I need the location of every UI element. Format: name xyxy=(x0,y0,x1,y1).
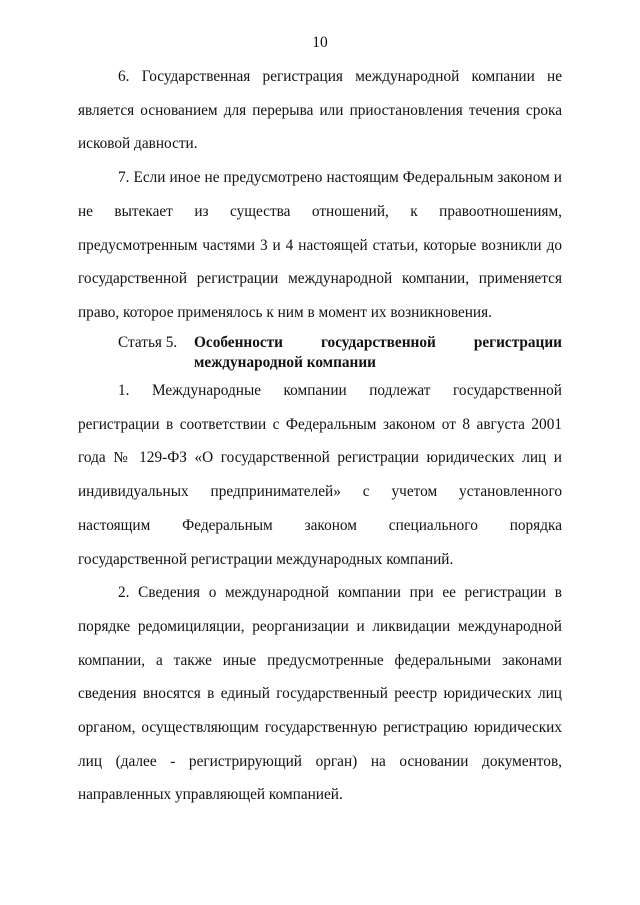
paragraph-1: 1. Международные компании подлежат государственной регистрации в соответствии с Федеральным законом от 8 августа 2001 года № 129-ФЗ «О государственной регистрации юридических лиц и индивидуальных предпринимателей» с учетом установленного настоящим Федеральным законом специального порядка государственной регистрации международных компаний. xyxy=(78,382,562,568)
document-body-top xyxy=(78,60,562,330)
paragraph-2: 2. Сведения о международной компании при ее регистрации в порядке редомициляции, реорганизации и ликвидации международной компании, а также иные предусмотренные федеральными законами сведения вносятся в единый государственный реестр юридических лиц органом, осуществляющим государственную регистрацию юридических лиц (далее - регистрирующий орган) на основании документов, направленных управляющей компанией. xyxy=(78,584,562,804)
document-body-bottom xyxy=(78,374,562,812)
article-title xyxy=(194,333,562,373)
paragraph-7: 7. Если иное не предусмотрено настоящим Федеральным законом и не вытекает из существа отношений, к правоотношениям, предусмотренным частями 3 и 4 настоящей статьи, которые возникли до государственной регистрации международной компании, применяется право, которое применялось к ним в момент их возникновения. xyxy=(78,169,562,321)
article-label: Статья 5. xyxy=(118,334,178,351)
article-title-line2: международной компании xyxy=(194,354,376,371)
page-number: 10 xyxy=(312,34,328,51)
article-title-line1: Особенности государственной регистрации xyxy=(194,334,562,351)
paragraph-6: 6. Государственная регистрация международной компании не является основанием для перерыва или приостановления течения срока исковой давности. xyxy=(78,68,562,153)
